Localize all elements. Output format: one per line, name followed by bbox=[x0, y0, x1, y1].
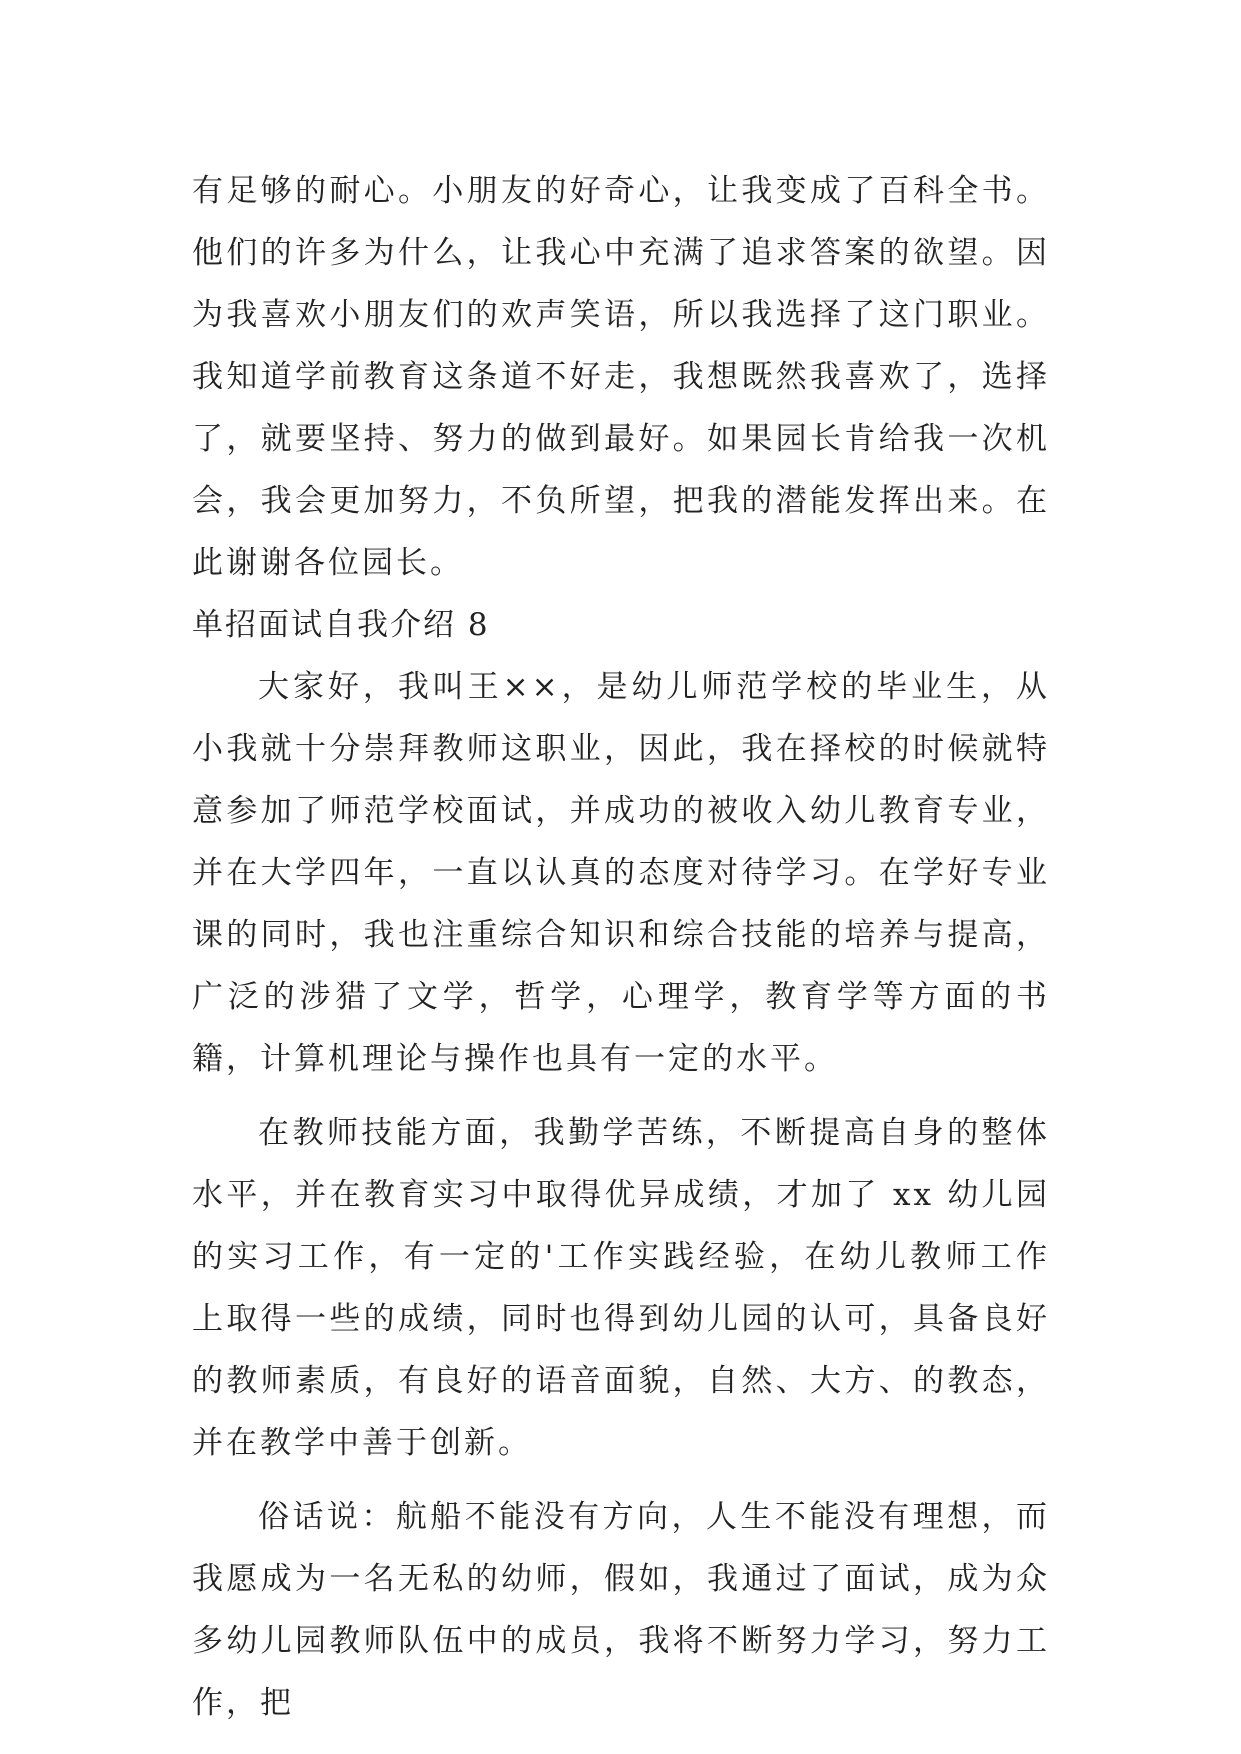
document-body bbox=[192, 160, 1050, 1734]
body-paragraph-2: 在教师技能方面，我勤学苦练，不断提高自身的整体水平，并在教育实习中取得优异成绩，才加了 xx 幼儿园的实习工作，有一定的'工作实践经验，在幼儿教师工作上取得一些的成绩，同时也得到幼儿园的认可，具备良好的教师素质，有良好的语音面貌，自然、大方、的教态，并在教学中善于创新。 bbox=[192, 1115, 1050, 1461]
section-heading: 单招面试自我介绍 8 bbox=[192, 607, 490, 643]
body-paragraph-3: 俗话说：航船不能没有方向，人生不能没有理想，而我愿成为一名无私的幼师，假如，我通过了面试，成为众多幼儿园教师队伍中的成员，我将不断努力学习，努力工作，把 bbox=[192, 1499, 1050, 1721]
continuation-paragraph: 有足够的耐心。小朋友的好奇心，让我变成了百科全书。他们的许多为什么，让我心中充满了追求答案的欲望。因为我喜欢小朋友们的欢声笑语，所以我选择了这门职业。我知道学前教育这条道不好走，我想既然我喜欢了，选择了，就要坚持、努力的做到最好。如果园长肯给我一次机会，我会更加努力，不负所望，把我的潜能发挥出来。在此谢谢各位园长。 bbox=[192, 173, 1050, 581]
body-paragraph-1: 大家好，我叫王××，是幼儿师范学校的毕业生，从小我就十分崇拜教师这职业，因此，我在择校的时候就特意参加了师范学校面试，并成功的被收入幼儿教育专业，并在大学四年，一直以认真的态度对待学习。在学好专业课的同时，我也注重综合知识和综合技能的培养与提高，广泛的涉猎了文学，哲学，心理学，教育学等方面的书籍，计算机理论与操作也具有一定的水平。 bbox=[192, 669, 1050, 1077]
